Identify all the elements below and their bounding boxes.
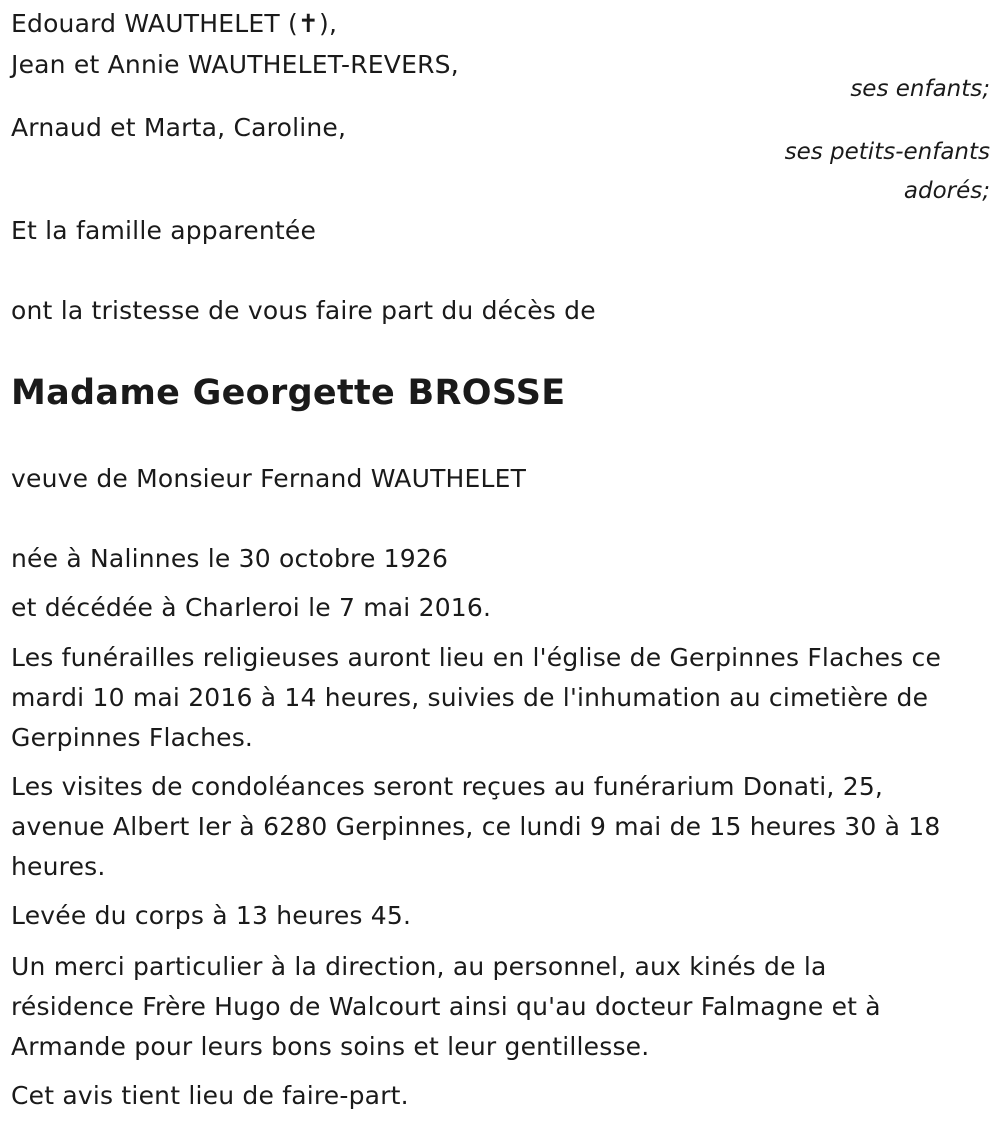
widow-of-text: veuve de Monsieur Fernand WAUTHELET <box>11 464 527 493</box>
closing-text: Cet avis tient lieu de faire-part. <box>11 1081 409 1110</box>
levee-text: Levée du corps à 13 heures 45. <box>11 901 412 930</box>
family-line-jean-annie: Jean et Annie WAUTHELET-REVERS, <box>11 50 459 79</box>
thanks-line-1: Un merci particulier à la direction, au personnel, aux kinés de la <box>11 952 827 981</box>
funeral-line-2: mardi 10 mai 2016 à 14 heures, suivies de l'inhumation au cimetière de <box>11 683 929 712</box>
funeral-line-3: Gerpinnes Flaches. <box>11 723 254 752</box>
deceased-name: Madame Georgette BROSSE <box>11 373 566 413</box>
funeral-line-1: Les funérailles religieuses auront lieu en l'église de Gerpinnes Flaches ce <box>11 643 942 672</box>
visits-line-1: Les visites de condoléances seront reçues au funérarium Donati, 25, <box>11 772 884 801</box>
thanks-line-3: Armande pour leurs bons soins et leur gentillesse. <box>11 1032 650 1061</box>
visits-line-3: heures. <box>11 852 106 881</box>
family-line-relatives: Et la famille apparentée <box>11 216 317 245</box>
family-line-edouard: Edouard WAUTHELET (✝), <box>11 9 338 38</box>
announcement-text: ont la tristesse de vous faire part du décès de <box>11 296 596 325</box>
role-children: ses enfants; <box>850 76 990 102</box>
role-grandchildren-1: ses petits-enfants <box>784 139 990 165</box>
visits-line-2: avenue Albert Ier à 6280 Gerpinnes, ce lundi 9 mai de 15 heures 30 à 18 <box>11 812 941 841</box>
thanks-line-2: résidence Frère Hugo de Walcourt ainsi qu'au docteur Falmagne et à <box>11 992 881 1021</box>
death-text: et décédée à Charleroi le 7 mai 2016. <box>11 593 492 622</box>
role-grandchildren-2: adorés; <box>903 178 990 204</box>
birth-text: née à Nalinnes le 30 octobre 1926 <box>11 544 449 573</box>
family-line-grandchildren: Arnaud et Marta, Caroline, <box>11 113 347 142</box>
